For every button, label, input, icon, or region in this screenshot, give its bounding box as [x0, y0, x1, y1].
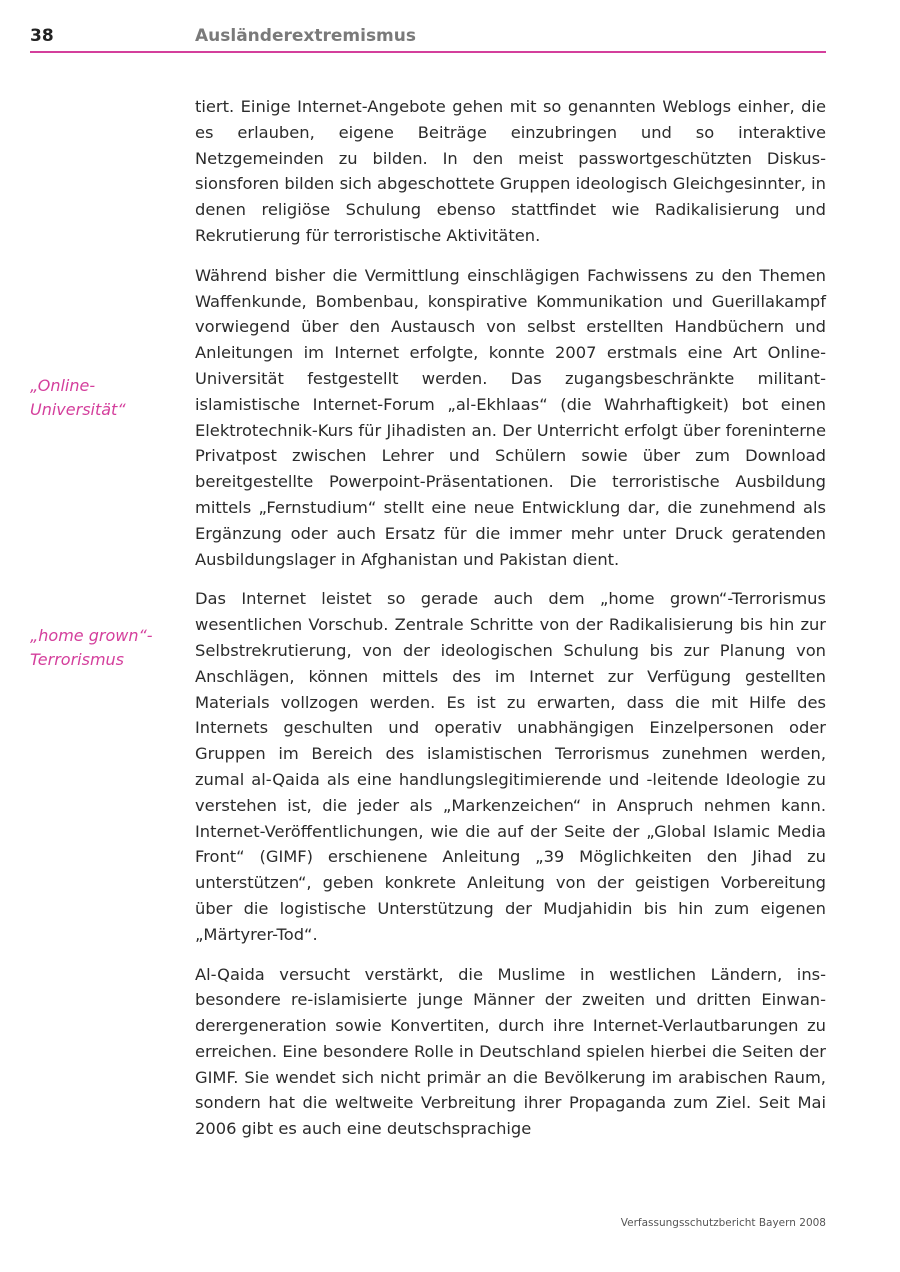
body-text	[195, 94, 826, 1156]
paragraph: Al-Qaida versucht verstärkt, die Muslime in westlichen Ländern, insbesondere re-islamisierte junge Männer der zweiten und dritten Einwanderergeneration sowie Konvertiten, durch ihre Internet-Verlautbarungen zu erreichen. Eine besondere Rolle in Deutschland spielen hierbei die Seiten der GIMF. Sie wendet sich nicht primär an die Bevölkerung im arabischen Raum, sondern hat die weltweite Verbreitung ihrer Propaganda zum Ziel. Seit Mai 2006 gibt es auch eine deutschsprachige	[195, 964, 826, 1139]
margin-note-home-grown-terrorismus: „home grown“- Terrorismus	[30, 626, 153, 669]
paragraph: tiert. Einige Internet-Angebote gehen mit so genannten Weblogs einher, die es erlauben, eigene Beiträge einzubringen und so interaktive Netzgemeinden zu bilden. In den meist passwortgeschützten Diskussionsforen bilden sich abgeschottete Gruppen ideologisch Gleichgesinnter, in denen religiöse Schulung ebenso stattfindet wie Radikalisierung und Rekrutierung für terroristische Aktivitäten.	[195, 97, 826, 245]
page-number: 38	[30, 26, 54, 46]
paragraph: Das Internet leistet so gerade auch dem „home grown“-Terrorismus wesentlichen Vorschub. Zentrale Schritte von der Radikalisierung bis hin zur Selbstrekrutierung, von der ideologischen Schulung bis zur Planung von Anschlägen, können mittels des im Internet zur Verfügung gestellten Materials vollzogen werden. Es ist zu erwarten, dass die mit Hilfe des Internets geschulten und operativ unabhängigen Einzelpersonen oder Gruppen im Bereich des islamistischen Terrorismus zunehmen werden, zumal al-Qaida als eine handlungslegitimierende und -leitende Ideologie zu verstehen ist, die jeder als „Markenzeichen“ in Anspruch nehmen kann. Internet-Veröffentlichungen, wie die auf der Seite der „Global Islamic Media Front“ (GIMF) erschienene Anleitung „39 Möglichkeiten den Jihad zu unterstützen“, geben konkrete Anleitung von der geistigen Vorbereitung über die logistische Unterstützung der Mudjahidin bis hin zum eigenen „Märtyrer-Tod“.	[195, 589, 826, 944]
section-title: Ausländerextremismus	[195, 26, 416, 46]
paragraph: Während bisher die Vermittlung einschlägigen Fachwissens zu den Themen Waffenkunde, Bombenbau, konspirative Kommunikation und Guerillakampf vorwiegend über den Austausch von selbst erstellten Handbüchern und Anleitungen im Internet erfolgte, konnte 2007 erstmals eine Art Online-Universität festgestellt werden. Das zugangsbeschränkte militant-islamistische Internet-Forum „al-Ekhlaas“ (die Wahrhaftigkeit) bot einen Elektrotechnik-Kurs für Jihadisten an. Der Unterricht erfolgt über foreninterne Privatpost zwischen Lehrer und Schülern sowie über zum Download bereitgestellte Powerpoint-Präsentationen. Die terroristische Ausbildung mittels „Fernstudium“ stellt eine neue Entwicklung dar, die zunehmend als Ergänzung oder auch Ersatz für die immer mehr unter Druck geratenden Ausbildungslager in Afghanistan und Pakistan dient.	[195, 265, 826, 569]
footer-publication-title: Verfassungsschutzbericht Bayern 2008	[620, 1217, 826, 1229]
header-divider	[30, 51, 826, 53]
margin-note-online-universitaet: „Online- Universität“	[30, 376, 126, 419]
